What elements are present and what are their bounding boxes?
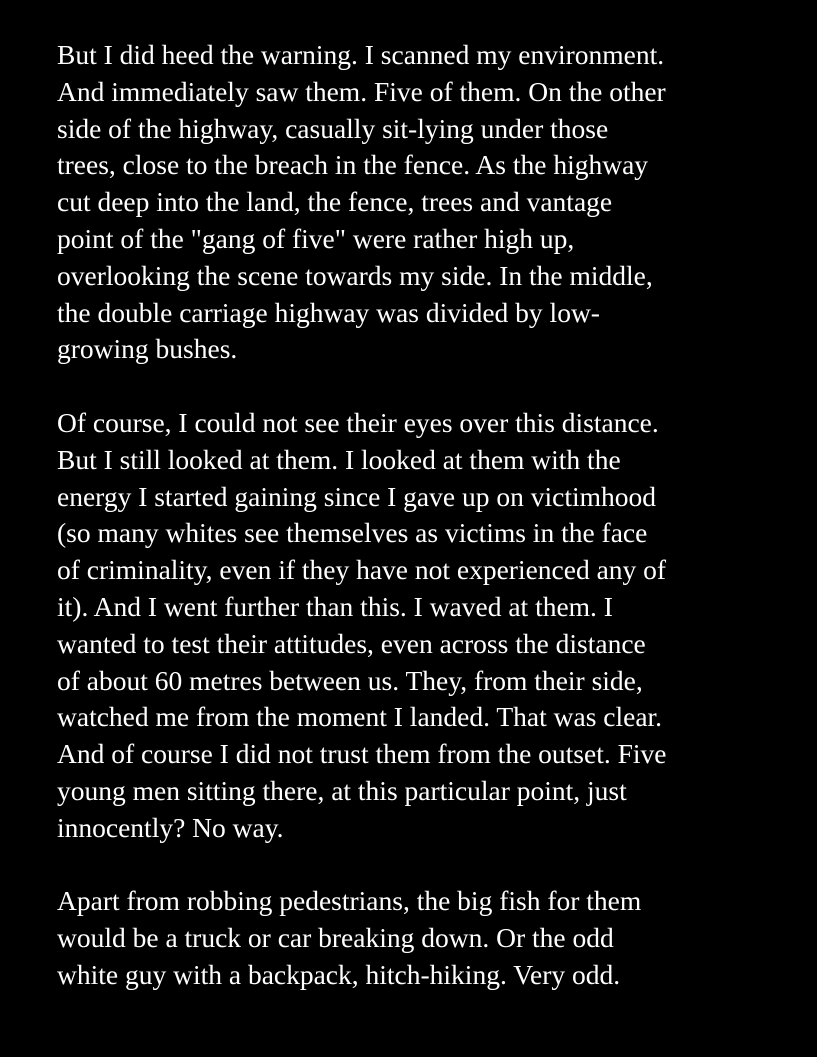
paragraph-1 (57, 37, 797, 368)
text-line: cut deep into the land, the fence, trees and vantage (57, 186, 613, 218)
text-block (57, 37, 797, 1031)
text-line: white guy with a backpack, hitch-hiking. Very odd. (57, 958, 621, 990)
text-line: point of the "gang of five" were rather high up, (57, 222, 575, 254)
text-line: overlooking the scene towards my side. In the middle, (57, 259, 653, 291)
text-line: the double carriage highway was divided by low- (57, 296, 600, 328)
text-line: it). And I went further than this. I waved at them. I (57, 590, 613, 622)
text-line: watched me from the moment I landed. That was clear. (57, 701, 663, 733)
text-line: And immediately saw them. Five of them. On the other (57, 75, 666, 107)
text-line: Of course, I could not see their eyes over this distance. (57, 406, 659, 438)
text-line: And of course I did not trust them from the outset. Five (57, 738, 667, 770)
text-line: But I did heed the warning. I scanned my environment. (57, 39, 665, 70)
text-line: (so many whites see themselves as victims in the face (57, 517, 648, 549)
text-line: young men sitting there, at this particular point, just (57, 774, 627, 806)
text-line: of about 60 metres between us. They, from their side, (57, 664, 643, 696)
text-line: of criminality, even if they have not experienced any of (57, 554, 667, 586)
text-line: But I still looked at them. I looked at them with the (57, 443, 621, 475)
text-line: energy I started gaining since I gave up on victimhood (57, 480, 656, 512)
text-line: trees, close to the breach in the fence. As the highway (57, 149, 649, 181)
paragraph-3 (57, 883, 797, 993)
text-line: would be a truck or car breaking down. Or the odd (57, 922, 614, 954)
text-line: Apart from robbing pedestrians, the big fish for them (57, 885, 642, 917)
text-line: growing bushes. (57, 333, 238, 365)
text-line: innocently? No way. (57, 811, 284, 843)
text-line: wanted to test their attitudes, even across the distance (57, 627, 646, 659)
paragraph-2 (57, 405, 797, 847)
text-line: side of the highway, casually sit-lying under those (57, 112, 609, 144)
